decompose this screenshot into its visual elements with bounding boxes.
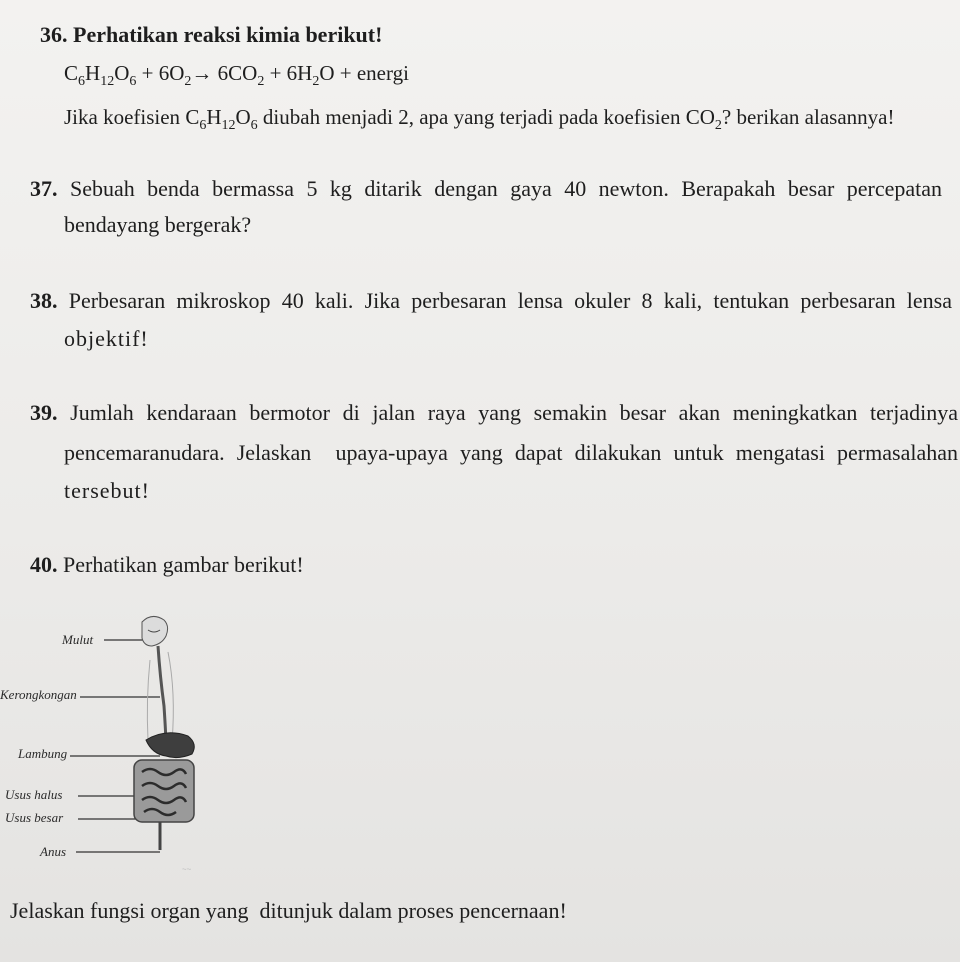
question-39-line3: tersebut! <box>64 478 150 503</box>
label-usus-besar: Usus besar <box>5 810 64 825</box>
question-37-line2: bendayang bergerak? <box>64 212 252 237</box>
question-38-line1: 38. Perbesaran mikroskop 40 kali. Jika perbesaran lensa okuler 8 kali, tentukan perbesaran lensa <box>30 288 952 313</box>
question-40-title: 40. Perhatikan gambar berikut! <box>30 552 304 577</box>
question-39-line2: pencemaranudara. Jelaskan upaya-upaya yang dapat dilakukan untuk mengatasi permasalahan <box>64 440 958 465</box>
question-39-line1: 39. Jumlah kendaraan bermotor di jalan raya yang semakin besar akan meningkatkan terjadinya <box>30 400 959 425</box>
question-40-instruction: Jelaskan fungsi organ yang ditunjuk dalam proses pencernaan! <box>10 898 567 923</box>
stomach <box>146 733 194 758</box>
label-usus-halus: Usus halus <box>5 787 63 802</box>
label-mulut: Mulut <box>62 632 94 647</box>
head-outline <box>142 616 168 646</box>
diagram-scribble: ~~ <box>182 865 192 874</box>
question-38-line2: objektif! <box>64 326 149 351</box>
label-lambung: Lambung <box>18 746 68 761</box>
q36-equation: $C_6H_{12}O_6 + 6O_2\to 6CO_2 + 6H_2O$ + energi <box>64 61 409 90</box>
q36-question-text: Jika koefisien $C_6H_{12}O_6$ diubah menjadi 2, apa yang terjadi pada koefisien $CO_2$? berikan alasannya! <box>64 105 895 134</box>
large-intestine <box>134 760 194 822</box>
digestive-system-diagram <box>0 600 260 880</box>
question-37-line1: 37. Sebuah benda bermassa 5 kg ditarik dengan gaya 40 newton. Berapakah besar percepatan <box>30 176 942 201</box>
label-anus: Anus <box>40 844 66 859</box>
label-kerongkongan: Kerongkongan <box>0 687 77 702</box>
question-36-title: 36. Perhatikan reaksi kimia berikut! <box>40 22 383 47</box>
esophagus <box>158 646 166 746</box>
